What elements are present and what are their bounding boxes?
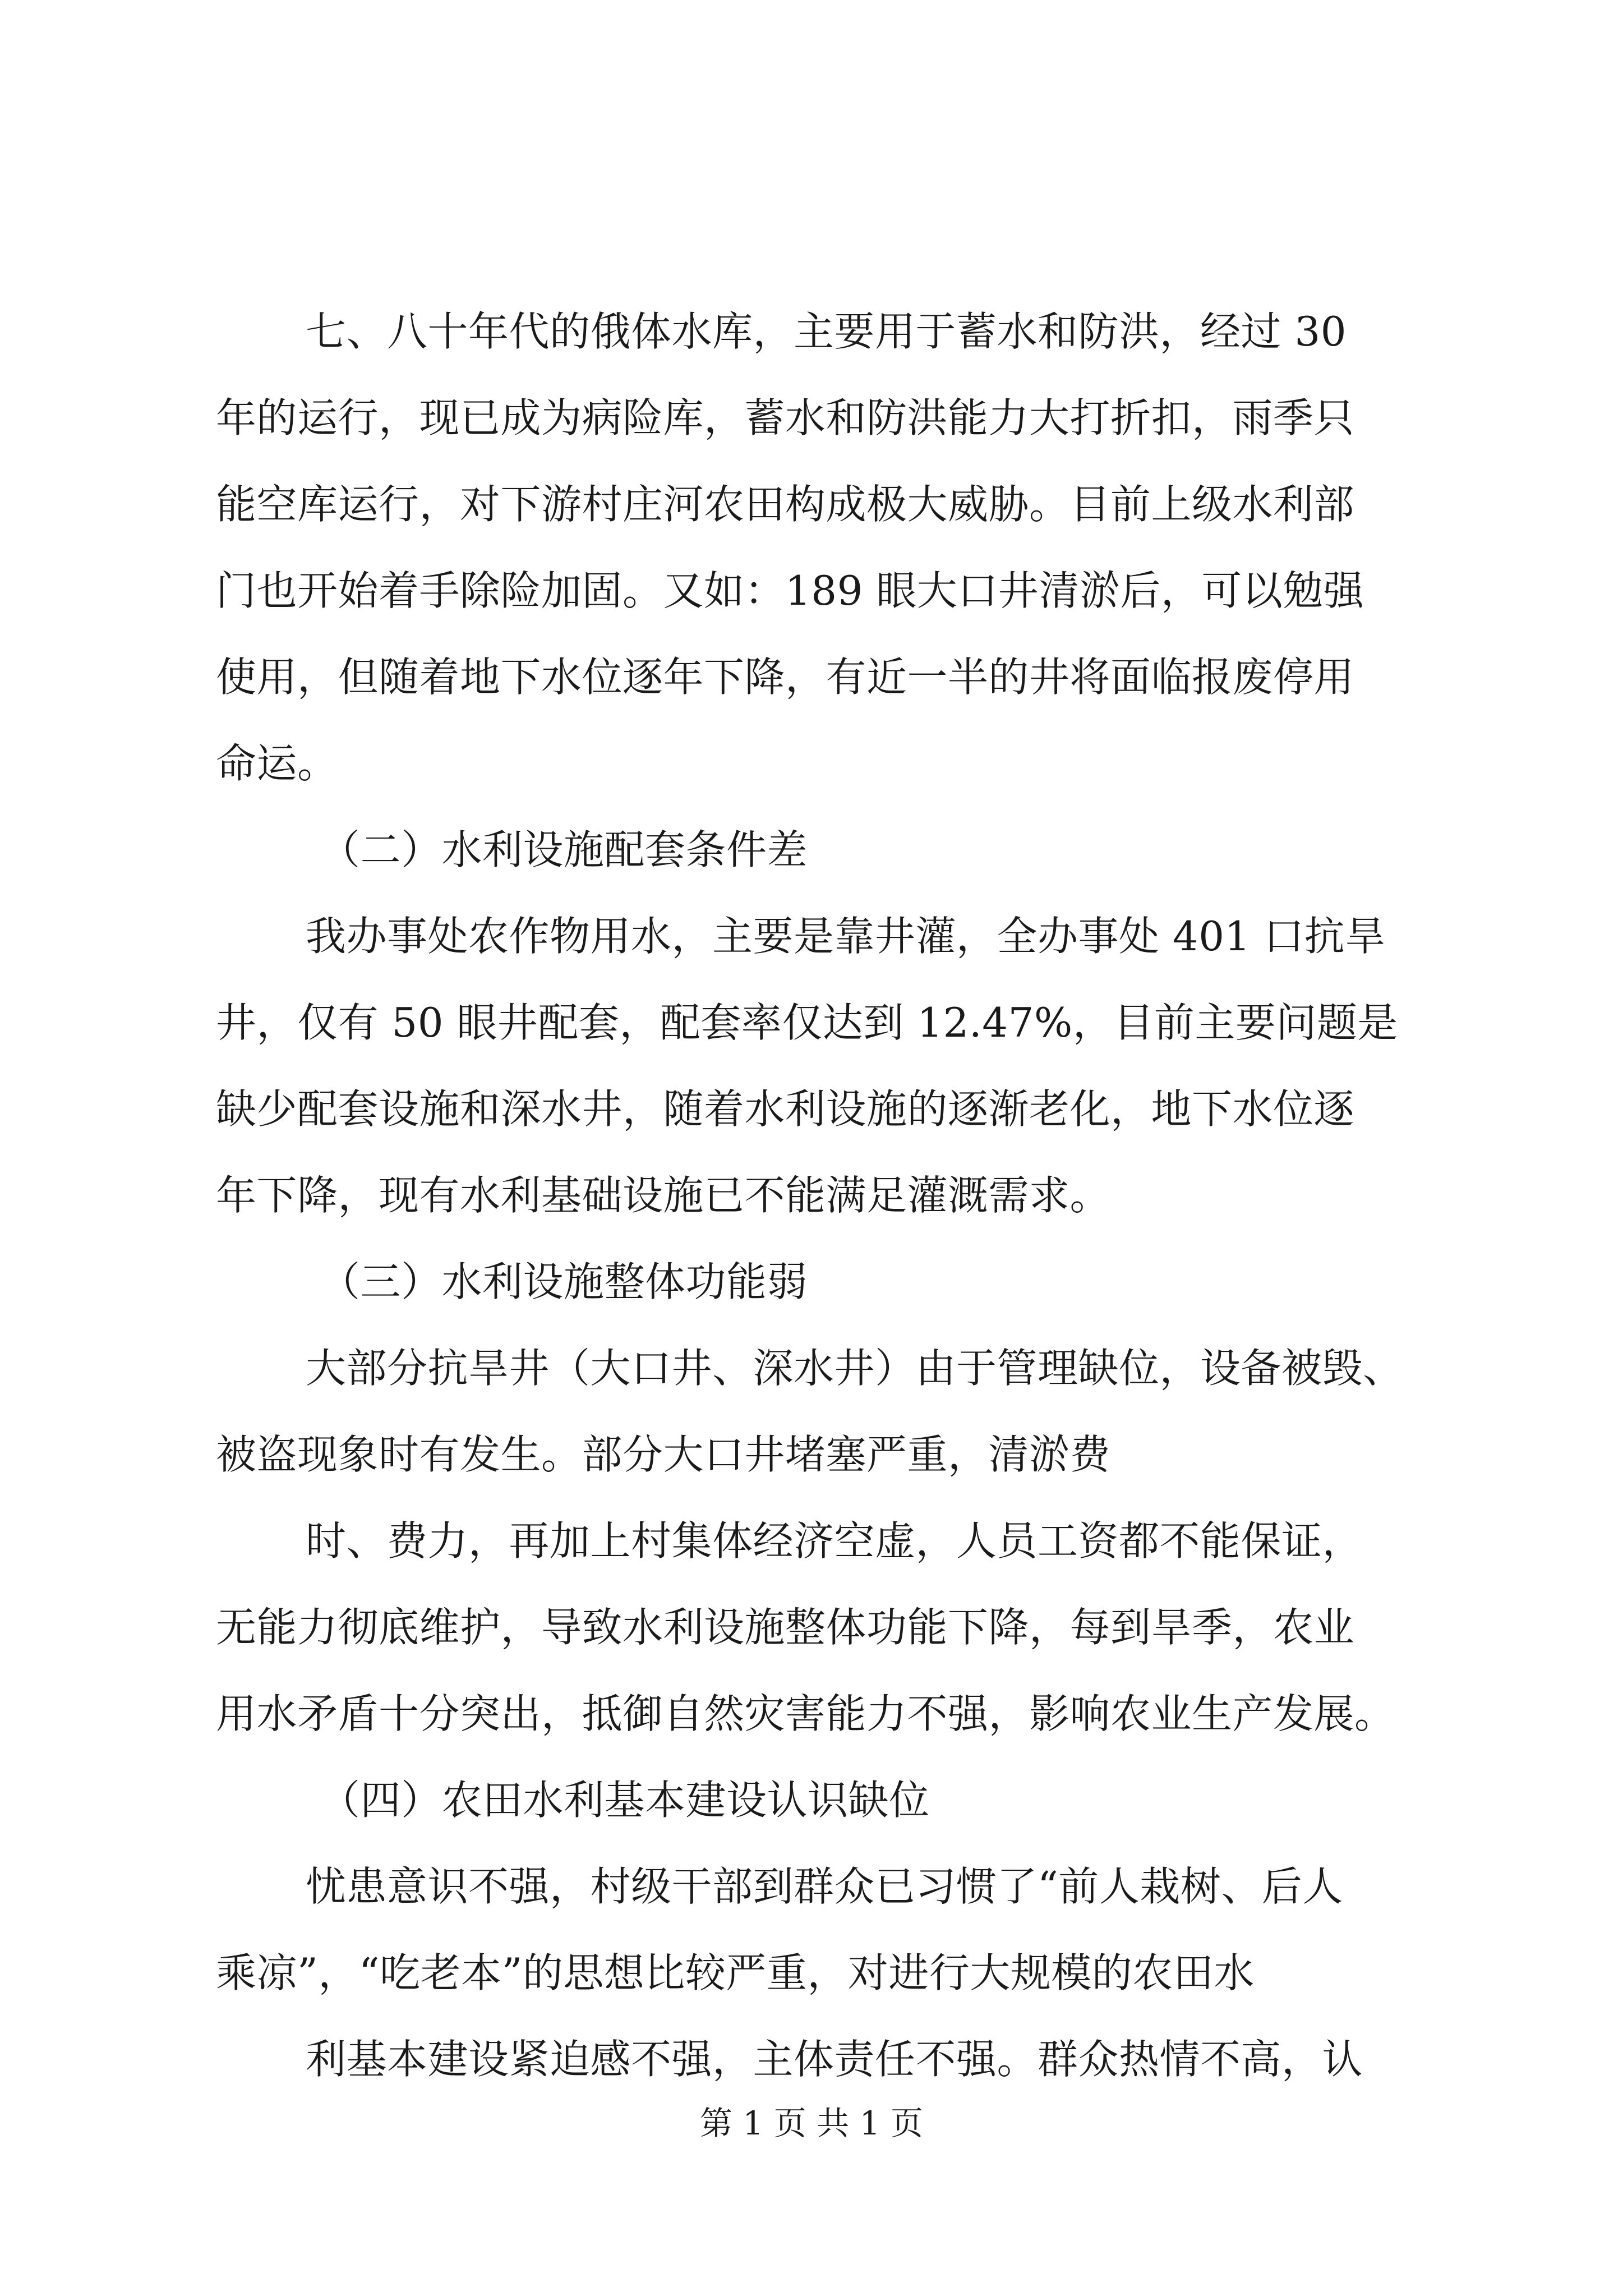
page-number-label: 第 1 页 共 1 页 <box>700 2104 923 2142</box>
page-footer <box>0 2101 1623 2146</box>
paragraph-line: 时、费力，再加上村集体经济空虚，人员工资都不能保证， <box>306 1517 1363 1565</box>
paragraph-line: 被盗现象时有发生。部分大口井堵塞严重，清淤费 <box>216 1431 1111 1478</box>
paragraph-line: 年的运行，现已成为病险库，蓄水和防洪能力大打折扣，雨季只 <box>216 394 1355 441</box>
paragraph-line: 缺少配套设施和深水井，随着水利设施的逐渐老化，地下水位逐 <box>216 1085 1355 1133</box>
paragraph-line: 用水矛盾十分突出，抵御自然灾害能力不强，影响农业生产发展。 <box>216 1690 1395 1737</box>
paragraph-line: 年下降，现有水利基础设施已不能满足灌溉需求。 <box>216 1172 1111 1219</box>
paragraph-line: 井，仅有 50 眼井配套，配套率仅达到 12.47%，目前主要问题是 <box>216 999 1398 1046</box>
paragraph-line: 大部分抗旱井（大口井、深水井）由于管理缺位，设备被毁、 <box>306 1345 1404 1392</box>
section-heading: （四）农田水利基本建设认识缺位 <box>320 1777 930 1824</box>
paragraph-line: 忧患意识不强，村级干部到群众已习惯了“前人栽树、后人 <box>306 1863 1343 1910</box>
paragraph-line: 使用，但随着地下水位逐年下降，有近一半的井将面临报废停用 <box>216 654 1355 701</box>
section-heading: （二）水利设施配套条件差 <box>320 826 808 873</box>
paragraph-line: 七、八十年代的俄体水库，主要用于蓄水和防洪，经过 30 <box>306 308 1347 355</box>
paragraph-line: 乘凉”，“吃老本”的思想比较严重，对进行大规模的农田水 <box>216 1949 1255 1996</box>
paragraph-line: 我办事处农作物用水，主要是靠井灌，全办事处 401 口抗旱 <box>306 913 1386 960</box>
section-heading: （三）水利设施整体功能弱 <box>320 1258 808 1305</box>
paragraph-line: 门也开始着手除险加固。又如：189 眼大口井清淤后，可以勉强 <box>216 567 1364 614</box>
paragraph-line: 能空库运行，对下游村庄河农田构成极大威胁。目前上级水利部 <box>216 481 1355 528</box>
paragraph-line: 利基本建设紧迫感不强，主体责任不强。群众热情不高，认 <box>306 2036 1363 2083</box>
paragraph-line: 无能力彻底维护，导致水利设施整体功能下降，每到旱季，农业 <box>216 1604 1355 1651</box>
document-body <box>216 303 1422 2117</box>
paragraph-line: 命运。 <box>216 740 338 787</box>
